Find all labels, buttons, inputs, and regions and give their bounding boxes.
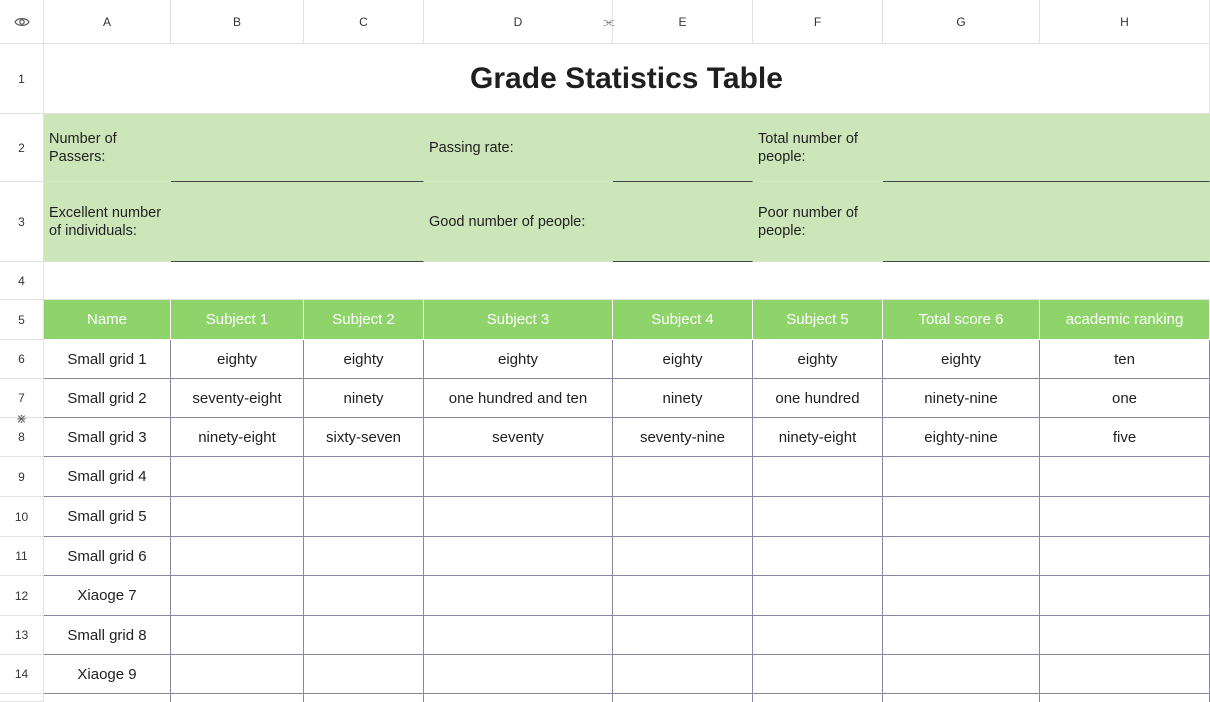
table-header-label: Subject 3: [486, 311, 550, 328]
excellent-label-cell[interactable]: [44, 182, 171, 262]
table-cell[interactable]: [171, 576, 304, 616]
row-header-12[interactable]: 12: [0, 576, 44, 616]
table-cell[interactable]: [613, 576, 753, 616]
good-label-cell[interactable]: [424, 182, 613, 262]
table-cell[interactable]: [1040, 616, 1210, 655]
table-cell[interactable]: [304, 457, 424, 497]
table-cell[interactable]: [44, 694, 171, 702]
table-header-label: Subject 2: [332, 311, 395, 328]
student-name: Small grid 6: [67, 547, 147, 565]
cell-value: one hundred: [775, 389, 860, 407]
cell-value: eighty-nine: [924, 428, 998, 446]
table-cell[interactable]: [424, 616, 613, 655]
table-header-label: Subject 1: [205, 311, 269, 328]
table-cell[interactable]: [1040, 694, 1210, 702]
table-cell[interactable]: [171, 497, 304, 537]
table-cell[interactable]: [883, 457, 1040, 497]
table-cell[interactable]: [424, 576, 613, 616]
column-header-e[interactable]: E: [613, 0, 753, 44]
row-header-5[interactable]: 5: [0, 300, 44, 340]
table-cell[interactable]: [44, 576, 171, 616]
table-cell[interactable]: [883, 340, 1040, 379]
good-value-cell[interactable]: [613, 182, 753, 262]
student-name: Xiaoge 9: [77, 665, 137, 683]
row-header-6[interactable]: 6: [0, 340, 44, 379]
column-resize-icon[interactable]: ⫘: [603, 14, 615, 29]
cell-value: ninety: [662, 389, 703, 407]
table-cell[interactable]: [44, 497, 171, 537]
cell-value: ten: [1114, 350, 1135, 368]
total-label-cell[interactable]: [753, 114, 883, 182]
eye-icon[interactable]: [14, 14, 30, 30]
table-cell[interactable]: [883, 694, 1040, 702]
table-cell[interactable]: [613, 418, 753, 457]
table-cell[interactable]: [171, 537, 304, 576]
cell-value: eighty: [940, 350, 982, 368]
table-cell[interactable]: [613, 655, 753, 694]
cell-value: eighty: [343, 350, 384, 368]
row-header-4[interactable]: 4: [0, 262, 44, 300]
row-resize-icon[interactable]: ⋇: [16, 411, 27, 426]
table-cell[interactable]: [753, 340, 883, 379]
table-header-cell[interactable]: [883, 300, 1040, 340]
table-cell[interactable]: [304, 537, 424, 576]
table-cell[interactable]: [424, 655, 613, 694]
table-cell[interactable]: [753, 457, 883, 497]
table-cell[interactable]: [883, 497, 1040, 537]
table-header-label: Subject 5: [786, 311, 849, 328]
table-header-label: Name: [86, 311, 127, 328]
table-cell[interactable]: [613, 694, 753, 702]
table-cell[interactable]: [883, 655, 1040, 694]
row-header-11[interactable]: 11: [0, 537, 44, 576]
table-cell[interactable]: [304, 616, 424, 655]
cell-value: sixty-seven: [325, 428, 402, 446]
blank-row[interactable]: [44, 262, 1210, 300]
student-name: Small grid 3: [67, 428, 147, 446]
row-header-10[interactable]: 10: [0, 497, 44, 537]
cell-value: ninety-nine: [924, 389, 998, 407]
table-cell[interactable]: [171, 616, 304, 655]
row-header-8[interactable]: 8: [0, 418, 44, 457]
table-header-cell[interactable]: [1040, 300, 1210, 340]
column-header-a[interactable]: A: [44, 0, 171, 44]
table-cell[interactable]: [1040, 340, 1210, 379]
column-header-d[interactable]: D: [424, 0, 613, 44]
row-header-3[interactable]: 3: [0, 182, 44, 262]
cell-value: one hundred and ten: [448, 389, 588, 407]
student-name: Small grid 4: [67, 468, 147, 485]
table-cell[interactable]: [1040, 457, 1210, 497]
cell-value: ninety-eight: [778, 428, 857, 446]
student-name: Small grid 8: [67, 626, 147, 644]
cell-value: five: [1112, 428, 1137, 446]
table-cell[interactable]: [424, 457, 613, 497]
total-value-cell[interactable]: [883, 114, 1210, 182]
cell-value: eighty: [797, 350, 838, 368]
table-cell[interactable]: [883, 418, 1040, 457]
table-cell[interactable]: [424, 537, 613, 576]
passers-label-cell[interactable]: [44, 114, 171, 182]
table-header-label: Total score 6: [918, 311, 1004, 328]
student-name: Small grid 1: [67, 350, 147, 368]
table-cell[interactable]: [613, 616, 753, 655]
table-cell[interactable]: [1040, 576, 1210, 616]
cell-value: seventy-eight: [192, 389, 282, 407]
table-cell[interactable]: [1040, 418, 1210, 457]
table-cell[interactable]: [424, 418, 613, 457]
passers-value-cell[interactable]: [171, 114, 424, 182]
student-name: Small grid 2: [67, 389, 147, 407]
cell-value: seventy: [492, 428, 544, 446]
table-cell[interactable]: [883, 537, 1040, 576]
table-cell[interactable]: [753, 655, 883, 694]
total-label: Total number of people:: [758, 130, 858, 165]
table-cell[interactable]: [424, 340, 613, 379]
row-header-9[interactable]: 9: [0, 457, 44, 497]
column-header-c[interactable]: C: [304, 0, 424, 44]
table-cell[interactable]: [44, 340, 171, 379]
table-cell[interactable]: [1040, 655, 1210, 694]
table-cell[interactable]: [171, 655, 304, 694]
table-cell[interactable]: [613, 497, 753, 537]
table-cell[interactable]: [424, 694, 613, 702]
table-cell[interactable]: [171, 340, 304, 379]
cell-value: seventy-nine: [639, 428, 726, 446]
excellent-label: Excellent number of individuals:: [49, 204, 162, 239]
table-header-cell[interactable]: [753, 300, 883, 340]
table-cell[interactable]: [44, 379, 171, 418]
table-cell[interactable]: [171, 418, 304, 457]
cell-value: one: [1111, 389, 1138, 407]
table-cell[interactable]: [753, 616, 883, 655]
table-cell[interactable]: [304, 694, 424, 702]
passing-rate-label: Passing rate:: [429, 139, 514, 156]
page-title: Grade Statistics Table: [470, 61, 783, 95]
poor-label: Poor number of people:: [758, 204, 858, 239]
passing-rate-value-cell[interactable]: [613, 114, 753, 182]
column-header-g[interactable]: G: [883, 0, 1040, 44]
table-cell[interactable]: [44, 537, 171, 576]
table-header-cell[interactable]: [424, 300, 613, 340]
row-header-7[interactable]: 7: [0, 379, 44, 418]
column-header-h[interactable]: H: [1040, 0, 1210, 44]
table-cell[interactable]: [304, 655, 424, 694]
table-cell[interactable]: [613, 537, 753, 576]
table-cell[interactable]: [753, 497, 883, 537]
table-cell[interactable]: [304, 497, 424, 537]
student-name: Small grid 5: [67, 508, 147, 525]
table-cell[interactable]: [883, 379, 1040, 418]
title-cell[interactable]: [44, 44, 1210, 114]
table-cell[interactable]: [171, 379, 304, 418]
table-header-cell[interactable]: [304, 300, 424, 340]
table-cell[interactable]: [304, 340, 424, 379]
row-header-13[interactable]: 13: [0, 616, 44, 655]
table-cell[interactable]: [883, 616, 1040, 655]
table-cell[interactable]: [304, 379, 424, 418]
table-cell[interactable]: [424, 379, 613, 418]
table-cell[interactable]: [44, 655, 171, 694]
table-cell[interactable]: [44, 457, 171, 497]
table-cell[interactable]: [1040, 497, 1210, 537]
table-cell[interactable]: [753, 537, 883, 576]
passers-label: Number of Passers:: [49, 130, 117, 165]
good-label: Good number of people:: [429, 213, 586, 230]
table-cell[interactable]: [304, 418, 424, 457]
row-header-2[interactable]: 2: [0, 114, 44, 182]
poor-value-cell[interactable]: [883, 182, 1210, 262]
table-header-cell[interactable]: [171, 300, 304, 340]
table-cell[interactable]: [304, 576, 424, 616]
student-name: Xiaoge 7: [77, 587, 137, 604]
table-cell[interactable]: [613, 379, 753, 418]
select-all-corner[interactable]: [0, 0, 44, 44]
table-cell[interactable]: [613, 340, 753, 379]
row-header-14[interactable]: 14: [0, 655, 44, 694]
table-cell[interactable]: [44, 616, 171, 655]
row-header-15[interactable]: [0, 694, 44, 702]
table-cell[interactable]: [1040, 537, 1210, 576]
table-header-label: academic ranking: [1065, 311, 1184, 328]
table-cell[interactable]: [44, 418, 171, 457]
table-header-cell[interactable]: [44, 300, 171, 340]
cell-value: ninety-eight: [198, 428, 276, 446]
cell-value: eighty: [497, 350, 539, 368]
cell-value: eighty: [216, 350, 258, 368]
table-cell[interactable]: [753, 576, 883, 616]
table-header-cell[interactable]: [613, 300, 753, 340]
cell-value: ninety: [343, 389, 384, 407]
cell-value: eighty: [662, 350, 703, 368]
table-cell[interactable]: [753, 418, 883, 457]
table-cell[interactable]: [424, 497, 613, 537]
table-cell[interactable]: [613, 457, 753, 497]
column-header-b[interactable]: B: [171, 0, 304, 44]
table-cell[interactable]: [883, 576, 1040, 616]
table-cell[interactable]: [171, 694, 304, 702]
table-cell[interactable]: [1040, 379, 1210, 418]
table-header-label: Subject 4: [651, 311, 714, 328]
poor-label-cell[interactable]: [753, 182, 883, 262]
table-cell[interactable]: [753, 694, 883, 702]
excellent-value-cell[interactable]: [171, 182, 424, 262]
column-header-f[interactable]: F: [753, 0, 883, 44]
row-header-1[interactable]: 1: [0, 44, 44, 114]
passing-rate-label-cell[interactable]: [424, 114, 613, 182]
table-cell[interactable]: [171, 457, 304, 497]
table-cell[interactable]: [753, 379, 883, 418]
